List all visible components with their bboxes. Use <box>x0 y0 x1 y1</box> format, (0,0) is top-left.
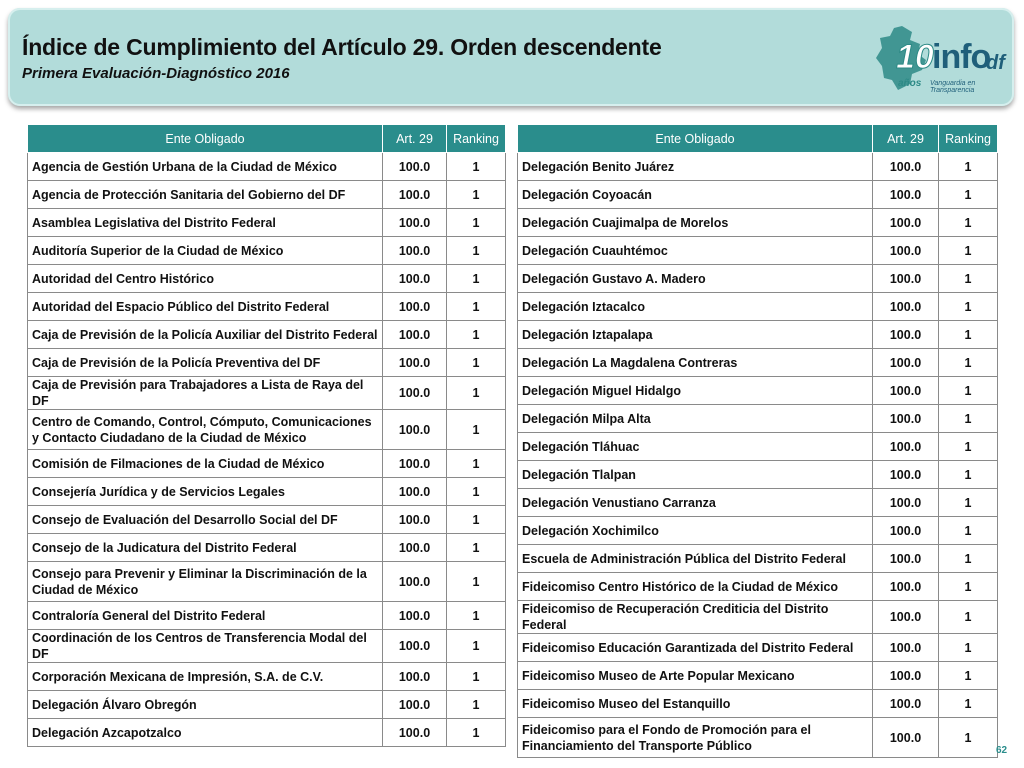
rank-cell: 1 <box>939 293 998 321</box>
score-cell: 100.0 <box>383 293 447 321</box>
table-row <box>518 545 998 573</box>
rank-cell: 1 <box>939 321 998 349</box>
rank-cell: 1 <box>447 719 506 747</box>
score-cell: 100.0 <box>873 405 939 433</box>
table-header-row <box>28 125 506 153</box>
rank-cell: 1 <box>447 377 506 410</box>
entity-cell: Corporación Mexicana de Impresión, S.A. de C.V. <box>28 663 383 691</box>
score-cell: 100.0 <box>873 433 939 461</box>
entity-cell: Agencia de Protección Sanitaria del Gobierno del DF <box>28 181 383 209</box>
rank-cell: 1 <box>939 377 998 405</box>
rank-cell: 1 <box>939 153 998 181</box>
rank-cell: 1 <box>447 602 506 630</box>
table-row <box>28 506 506 534</box>
table-row <box>28 719 506 747</box>
logo-suffix: df <box>986 52 1005 74</box>
entity-cell: Autoridad del Espacio Público del Distrito Federal <box>28 293 383 321</box>
table-row <box>518 349 998 377</box>
score-cell: 100.0 <box>383 349 447 377</box>
score-cell: 100.0 <box>383 377 447 410</box>
entity-cell: Consejo de la Judicatura del Distrito Federal <box>28 534 383 562</box>
score-cell: 100.0 <box>873 634 939 662</box>
logo-tagline: Vanguardia en Transparencia <box>930 80 976 94</box>
column-header-rank: Ranking <box>939 125 998 153</box>
table-row <box>28 349 506 377</box>
rank-cell: 1 <box>939 433 998 461</box>
score-cell: 100.0 <box>873 489 939 517</box>
table-row <box>28 237 506 265</box>
score-cell: 100.0 <box>873 293 939 321</box>
table-row <box>518 573 998 601</box>
rank-cell: 1 <box>939 209 998 237</box>
table-row <box>28 293 506 321</box>
entity-cell: Caja de Previsión para Trabajadores a Lista de Raya del DF <box>28 377 383 410</box>
rank-cell: 1 <box>447 410 506 450</box>
entity-cell: Agencia de Gestión Urbana de la Ciudad de México <box>28 153 383 181</box>
score-cell: 100.0 <box>383 321 447 349</box>
score-cell: 100.0 <box>383 209 447 237</box>
score-cell: 100.0 <box>383 153 447 181</box>
table-row <box>28 630 506 663</box>
table-row <box>28 377 506 410</box>
page-number: 62 <box>996 745 1008 756</box>
entity-cell: Delegación Xochimilco <box>518 517 873 545</box>
entity-cell: Consejo de Evaluación del Desarrollo Social del DF <box>28 506 383 534</box>
score-cell: 100.0 <box>873 690 939 718</box>
entity-cell: Delegación Milpa Alta <box>518 405 873 433</box>
rank-cell: 1 <box>939 405 998 433</box>
score-cell: 100.0 <box>383 534 447 562</box>
table-row <box>518 690 998 718</box>
score-cell: 100.0 <box>383 663 447 691</box>
logo-years: años <box>898 78 922 89</box>
rank-cell: 1 <box>447 181 506 209</box>
entity-cell: Fideicomiso Educación Garantizada del Distrito Federal <box>518 634 873 662</box>
table-row <box>518 209 998 237</box>
score-cell: 100.0 <box>873 349 939 377</box>
table-row <box>518 433 998 461</box>
rank-cell: 1 <box>447 478 506 506</box>
rank-cell: 1 <box>447 209 506 237</box>
rank-cell: 1 <box>447 663 506 691</box>
rank-cell: 1 <box>939 349 998 377</box>
rank-cell: 1 <box>447 630 506 663</box>
table-row <box>518 718 998 758</box>
entity-cell: Fideicomiso de Recuperación Crediticia del Distrito Federal <box>518 601 873 634</box>
score-cell: 100.0 <box>383 265 447 293</box>
rank-cell: 1 <box>447 562 506 602</box>
table-row <box>518 321 998 349</box>
table-row <box>518 293 998 321</box>
table-row <box>518 237 998 265</box>
score-cell: 100.0 <box>873 662 939 690</box>
entity-cell: Fideicomiso Museo de Arte Popular Mexicano <box>518 662 873 690</box>
entity-cell: Comisión de Filmaciones de la Ciudad de México <box>28 450 383 478</box>
entity-cell: Consejería Jurídica y de Servicios Legales <box>28 478 383 506</box>
column-header-entity: Ente Obligado <box>518 125 873 153</box>
table-row <box>518 489 998 517</box>
entity-cell: Fideicomiso para el Fondo de Promoción para el Financiamiento del Transporte Público <box>518 718 873 758</box>
score-cell: 100.0 <box>383 630 447 663</box>
rank-cell: 1 <box>447 691 506 719</box>
rank-cell: 1 <box>447 450 506 478</box>
table-row <box>28 691 506 719</box>
left-ranking-table <box>27 124 506 747</box>
score-cell: 100.0 <box>873 265 939 293</box>
rank-cell: 1 <box>447 321 506 349</box>
table-row <box>28 478 506 506</box>
score-cell: 100.0 <box>383 450 447 478</box>
entity-cell: Delegación Miguel Hidalgo <box>518 377 873 405</box>
entity-cell: Centro de Comando, Control, Cómputo, Comunicaciones y Contacto Ciudadano de la Ciudad de México <box>28 410 383 450</box>
rank-cell: 1 <box>939 181 998 209</box>
table-row <box>28 562 506 602</box>
logo-brand: info <box>932 38 991 76</box>
score-cell: 100.0 <box>383 237 447 265</box>
rank-cell: 1 <box>939 634 998 662</box>
entity-cell: Delegación Cuauhtémoc <box>518 237 873 265</box>
score-cell: 100.0 <box>383 506 447 534</box>
score-cell: 100.0 <box>873 461 939 489</box>
column-header-rank: Ranking <box>447 125 506 153</box>
entity-cell: Coordinación de los Centros de Transferencia Modal del DF <box>28 630 383 663</box>
score-cell: 100.0 <box>383 719 447 747</box>
table-row <box>28 153 506 181</box>
table-row <box>518 377 998 405</box>
rank-cell: 1 <box>447 534 506 562</box>
rank-cell: 1 <box>447 506 506 534</box>
entity-cell: Delegación Benito Juárez <box>518 153 873 181</box>
entity-cell: Delegación Iztapalapa <box>518 321 873 349</box>
entity-cell: Consejo para Prevenir y Eliminar la Discriminación de la Ciudad de México <box>28 562 383 602</box>
right-ranking-table <box>517 124 998 758</box>
entity-cell: Delegación La Magdalena Contreras <box>518 349 873 377</box>
rank-cell: 1 <box>939 545 998 573</box>
table-header-row <box>518 125 998 153</box>
table-row <box>518 461 998 489</box>
entity-cell: Delegación Tlalpan <box>518 461 873 489</box>
table-row <box>28 181 506 209</box>
score-cell: 100.0 <box>873 181 939 209</box>
entity-cell: Auditoría Superior de la Ciudad de México <box>28 237 383 265</box>
score-cell: 100.0 <box>873 377 939 405</box>
entity-cell: Delegación Venustiano Carranza <box>518 489 873 517</box>
entity-cell: Delegación Iztacalco <box>518 293 873 321</box>
score-cell: 100.0 <box>873 601 939 634</box>
score-cell: 100.0 <box>873 321 939 349</box>
score-cell: 100.0 <box>873 545 939 573</box>
table-row <box>28 663 506 691</box>
score-cell: 100.0 <box>383 410 447 450</box>
table-row <box>28 602 506 630</box>
page-title: Índice de Cumplimiento del Artículo 29. Orden descendente <box>22 34 662 60</box>
table-row <box>518 601 998 634</box>
table-row <box>518 634 998 662</box>
score-cell: 100.0 <box>873 718 939 758</box>
infodf-logo <box>868 20 1008 100</box>
title-banner <box>8 8 1014 106</box>
score-cell: 100.0 <box>383 691 447 719</box>
score-cell: 100.0 <box>383 562 447 602</box>
table-row <box>28 410 506 450</box>
score-cell: 100.0 <box>383 181 447 209</box>
column-header-score: Art. 29 <box>873 125 939 153</box>
score-cell: 100.0 <box>873 517 939 545</box>
logo-number: 10 <box>896 38 934 76</box>
score-cell: 100.0 <box>873 573 939 601</box>
rank-cell: 1 <box>939 489 998 517</box>
column-header-score: Art. 29 <box>383 125 447 153</box>
table-row <box>28 450 506 478</box>
entity-cell: Autoridad del Centro Histórico <box>28 265 383 293</box>
entity-cell: Delegación Azcapotzalco <box>28 719 383 747</box>
rank-cell: 1 <box>939 517 998 545</box>
entity-cell: Delegación Álvaro Obregón <box>28 691 383 719</box>
entity-cell: Caja de Previsión de la Policía Auxiliar del Distrito Federal <box>28 321 383 349</box>
table-row <box>518 662 998 690</box>
entity-cell: Contraloría General del Distrito Federal <box>28 602 383 630</box>
column-header-entity: Ente Obligado <box>28 125 383 153</box>
entity-cell: Fideicomiso Centro Histórico de la Ciudad de México <box>518 573 873 601</box>
rank-cell: 1 <box>939 237 998 265</box>
table-row <box>518 181 998 209</box>
entity-cell: Delegación Coyoacán <box>518 181 873 209</box>
table-row <box>518 517 998 545</box>
rank-cell: 1 <box>939 461 998 489</box>
entity-cell: Escuela de Administración Pública del Distrito Federal <box>518 545 873 573</box>
score-cell: 100.0 <box>383 602 447 630</box>
entity-cell: Delegación Gustavo A. Madero <box>518 265 873 293</box>
entity-cell: Delegación Tláhuac <box>518 433 873 461</box>
table-row <box>28 321 506 349</box>
rank-cell: 1 <box>939 573 998 601</box>
rank-cell: 1 <box>447 293 506 321</box>
rank-cell: 1 <box>939 265 998 293</box>
table-row <box>28 265 506 293</box>
entity-cell: Caja de Previsión de la Policía Preventiva del DF <box>28 349 383 377</box>
score-cell: 100.0 <box>873 153 939 181</box>
entity-cell: Delegación Cuajimalpa de Morelos <box>518 209 873 237</box>
entity-cell: Asamblea Legislativa del Distrito Federal <box>28 209 383 237</box>
score-cell: 100.0 <box>873 209 939 237</box>
rank-cell: 1 <box>447 265 506 293</box>
table-row <box>518 153 998 181</box>
table-row <box>518 265 998 293</box>
table-row <box>28 209 506 237</box>
rank-cell: 1 <box>447 153 506 181</box>
table-row <box>518 405 998 433</box>
rank-cell: 1 <box>447 237 506 265</box>
score-cell: 100.0 <box>873 237 939 265</box>
page-subtitle: Primera Evaluación-Diagnóstico 2016 <box>22 65 290 82</box>
rank-cell: 1 <box>939 601 998 634</box>
rank-cell: 1 <box>447 349 506 377</box>
rank-cell: 1 <box>939 718 998 758</box>
rank-cell: 1 <box>939 662 998 690</box>
rank-cell: 1 <box>939 690 998 718</box>
table-row <box>28 534 506 562</box>
entity-cell: Fideicomiso Museo del Estanquillo <box>518 690 873 718</box>
score-cell: 100.0 <box>383 478 447 506</box>
